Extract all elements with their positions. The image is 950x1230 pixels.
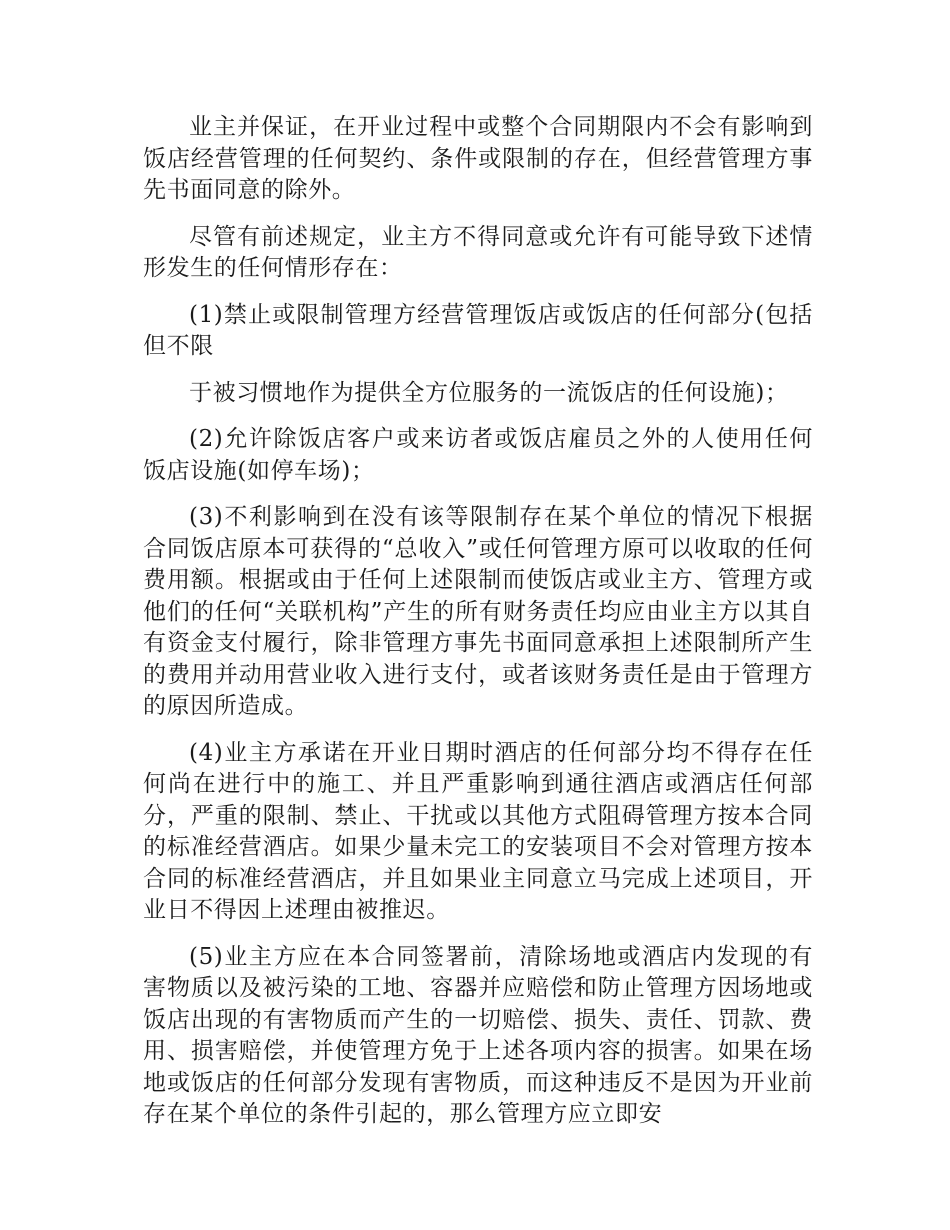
paragraph-item-2: (2)允许除饭店客户或来访者或饭店雇员之外的人使用任何饭店设施(如停车场)； — [143, 426, 813, 484]
paragraph-item-1-continued: 于被习惯地作为提供全方位服务的一流饭店的任何设施)； — [189, 379, 789, 406]
paragraph-item-4: (4)业主方承诺在开业日期时酒店的任何部分均不得存在任何尚在进行中的施工、并且严重影响到通往酒店或酒店任何部分，严重的限制、禁止、干扰或以其他方式阻碍管理方按本合同的标准经营酒店。如果少量未完工的安装项目不会对管理方按本合同的标准经营酒店，并且如果业主同意立马完成上述项目，开业日不得因上述理由被推迟。 — [143, 739, 813, 923]
paragraph-item-5: (5)业主方应在本合同签署前，清除场地或酒店内发现的有害物质以及被污染的工地、容器并应赔偿和防止管理方因场地或饭店出现的有害物质而产生的一切赔偿、损失、责任、罚款、费用、损害赔偿，并使管理方免于上述各项内容的损害。如果在场地或饭店的任何部分发现有害物质，而这种违反不是因为开业前存在某个单位的条件引起的，那么管理方应立即安 — [143, 943, 813, 1127]
paragraph-item-1: (1)禁止或限制管理方经营管理饭店或饭店的任何部分(包括但不限 — [143, 301, 813, 359]
paragraph-owner-guarantee: 业主并保证，在开业过程中或整个合同期限内不会有影响到饭店经营管理的任何契约、条件或限制的存在，但经营管理方事先书面同意的除外。 — [143, 114, 813, 203]
paragraph-notwithstanding: 尽管有前述规定，业主方不得同意或允许有可能导致下述情形发生的任何情形存在： — [143, 223, 813, 281]
document-body — [143, 112, 813, 1146]
paragraph-item-3: (3)不利影响到在没有该等限制存在某个单位的情况下根据合同饭店原本可获得的“总收入”或任何管理方原可以收取的任何费用额。根据或由于任何上述限制而使饭店或业主方、管理方或他们的任何“关联机构”产生的所有财务责任均应由业主方以其自有资金支付履行，除非管理方事先书面同意承担上述限制所产生的费用并动用营业收入进行支付，或者该财务责任是由于管理方的原因所造成。 — [143, 504, 813, 719]
